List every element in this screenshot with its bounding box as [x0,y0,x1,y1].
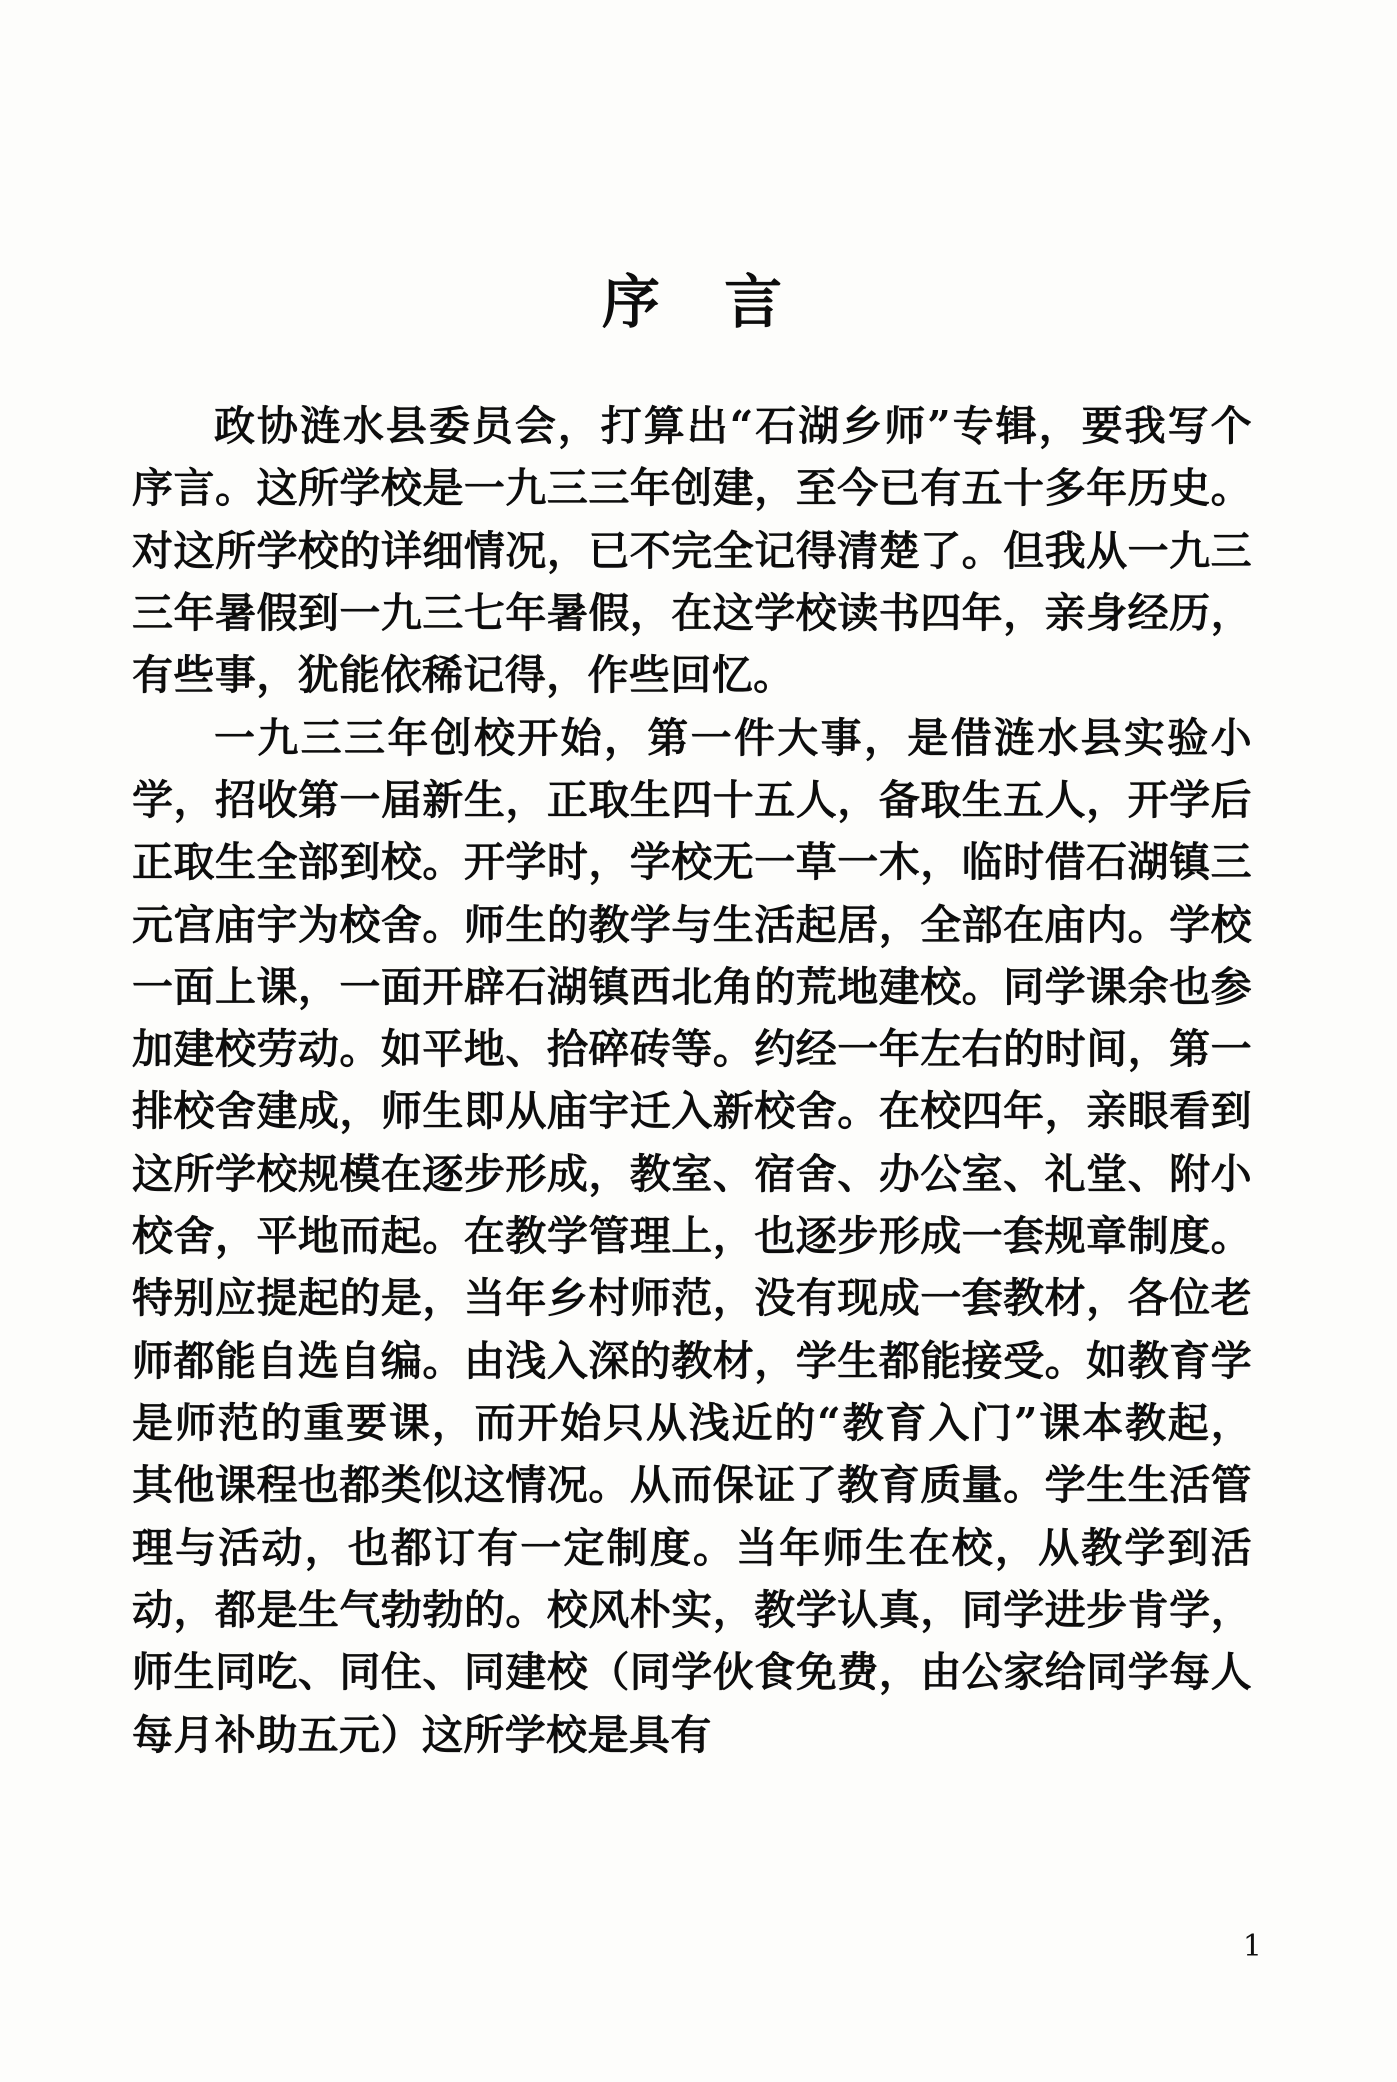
paragraph-2: 一九三三年创校开始，第一件大事，是借涟水县实验小学，招收第一届新生，正取生四十五人，备取生五人，开学后正取生全部到校。开学时，学校无一草一木，临时借石湖镇三元宫庙宇为校舍。师生的教学与生活起居，全部在庙内。学校一面上课，一面开辟石湖镇西北角的荒地建校。同学课余也参加建校劳动。如平地、拾碎砖等。约经一年左右的时间，第一排校舍建成，师生即从庙宇迁入新校舍。在校四年，亲眼看到这所学校规模在逐步形成，教室、宿舍、办公室、礼堂、附小校舍，平地而起。在教学管理上，也逐步形成一套规章制度。特别应提起的是，当年乡村师范，没有现成一套教材，各位老师都能自选自编。由浅入深的教材，学生都能接受。如教育学是师范的重要课，而开始只从浅近的“教育入门”课本教起，其他课程也都类似这情况。从而保证了教育质量。学生生活管理与活动，也都订有一定制度。当年师生在校，从教学到活动，都是生气勃勃的。校风朴实，教学认真，同学进步肯学，师生同吃、同住、同建校（同学伙食免费，由公家给同学每人每月补助五元）这所学校是具有 [132,713,1252,1759]
paragraph-1: 政协涟水县委员会，打算出“石湖乡师”专辑，要我写个序言。这所学校是一九三三年创建，至今已有五十多年历史。对这所学校的详细情况，已不完全记得清楚了。但我从一九三三年暑假到一九三七年暑假，在这学校读书四年，亲身经历，有些事，犹能依稀记得，作些回忆。 [132,402,1252,700]
body-text [132,395,1252,1766]
page-number: 1 [1242,1929,1262,1964]
page-title: 序 言 [601,268,805,336]
page-content [132,255,1252,1766]
